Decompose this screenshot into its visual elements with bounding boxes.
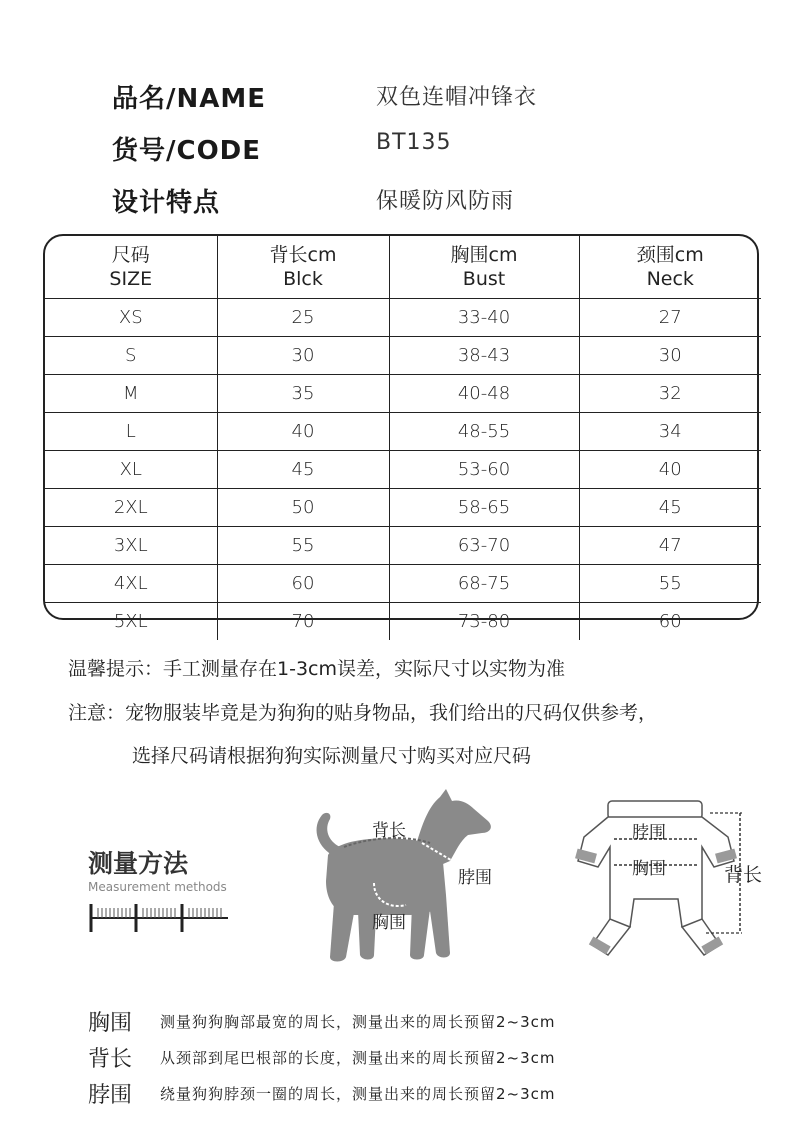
name-label: 品名/NAME	[112, 84, 267, 114]
caution-note-line2: 选择尺码请根据狗狗实际测量尺寸购买对应尺码	[132, 745, 532, 767]
garment-label-back: 背长	[724, 864, 763, 886]
code-value: BT135	[376, 130, 452, 155]
definition-term: 脖围	[88, 1083, 133, 1108]
cell-bust: 68-75	[389, 565, 579, 603]
cell-back: 40	[217, 413, 389, 451]
header-neck: 颈围cm Neck	[579, 236, 761, 299]
cell-neck: 45	[579, 489, 761, 527]
cell-size: 2XL	[45, 489, 217, 527]
header-size: 尺码 SIZE	[45, 236, 217, 299]
cell-bust: 40-48	[389, 375, 579, 413]
cell-bust: 53-60	[389, 451, 579, 489]
name-value: 双色连帽冲锋衣	[376, 85, 538, 110]
cell-back: 25	[217, 299, 389, 337]
tip-note: 温馨提示：手工测量存在1-3cm误差，实际尺寸以实物为准	[68, 658, 565, 680]
caution-note-line1: 注意：宠物服装毕竟是为狗狗的贴身物品，我们给出的尺码仅供参考，	[68, 702, 658, 724]
cell-size: L	[45, 413, 217, 451]
feature-value: 保暖防风防雨	[376, 189, 515, 214]
cell-bust: 38-43	[389, 337, 579, 375]
measurement-title: 测量方法	[88, 849, 189, 878]
cell-neck: 40	[579, 451, 761, 489]
size-table	[43, 234, 759, 632]
garment-label-neck: 脖围	[632, 823, 666, 843]
dog-label-neck: 脖围	[458, 868, 492, 888]
cell-bust: 63-70	[389, 527, 579, 565]
cell-bust: 58-65	[389, 489, 579, 527]
table-row	[45, 603, 761, 641]
cell-bust: 73-80	[389, 603, 579, 641]
definition-text: 测量狗狗胸部最宽的周长，测量出来的周长预留2~3cm	[160, 1013, 556, 1031]
definition-term: 背长	[88, 1047, 133, 1072]
table-row	[45, 527, 761, 565]
cell-size: M	[45, 375, 217, 413]
cell-neck: 27	[579, 299, 761, 337]
measurement-subtitle: Measurement methods	[88, 880, 227, 894]
dog-label-chest: 胸围	[372, 913, 406, 933]
cell-back: 55	[217, 527, 389, 565]
table-row	[45, 413, 761, 451]
cell-neck: 30	[579, 337, 761, 375]
cell-size: S	[45, 337, 217, 375]
table-row	[45, 451, 761, 489]
dog-label-back: 背长	[372, 821, 406, 841]
cell-bust: 48-55	[389, 413, 579, 451]
table-row	[45, 489, 761, 527]
cell-back: 30	[217, 337, 389, 375]
ruler-icon	[88, 900, 238, 936]
cell-size: 3XL	[45, 527, 217, 565]
cell-neck: 55	[579, 565, 761, 603]
cell-neck: 32	[579, 375, 761, 413]
header-bust: 胸围cm Bust	[389, 236, 579, 299]
table-row	[45, 375, 761, 413]
table-row	[45, 337, 761, 375]
cell-back: 45	[217, 451, 389, 489]
cell-neck: 34	[579, 413, 761, 451]
cell-back: 60	[217, 565, 389, 603]
table-row	[45, 299, 761, 337]
table-header-row	[45, 236, 761, 299]
cell-size: XS	[45, 299, 217, 337]
cell-back: 50	[217, 489, 389, 527]
code-label: 货号/CODE	[112, 136, 262, 166]
cell-neck: 60	[579, 603, 761, 641]
cell-back: 70	[217, 603, 389, 641]
cell-back: 35	[217, 375, 389, 413]
cell-size: 5XL	[45, 603, 217, 641]
table-row	[45, 565, 761, 603]
header-back-length: 背长cm Blck	[217, 236, 389, 299]
definition-term: 胸围	[88, 1011, 133, 1036]
garment-label-chest: 胸围	[632, 859, 666, 879]
cell-neck: 47	[579, 527, 761, 565]
cell-size: XL	[45, 451, 217, 489]
cell-bust: 33-40	[389, 299, 579, 337]
feature-label: 设计特点	[112, 188, 221, 218]
definition-text: 从颈部到尾巴根部的长度，测量出来的周长预留2~3cm	[160, 1049, 556, 1067]
definition-text: 绕量狗狗脖颈一圈的周长，测量出来的周长预留2~3cm	[160, 1085, 556, 1103]
cell-size: 4XL	[45, 565, 217, 603]
